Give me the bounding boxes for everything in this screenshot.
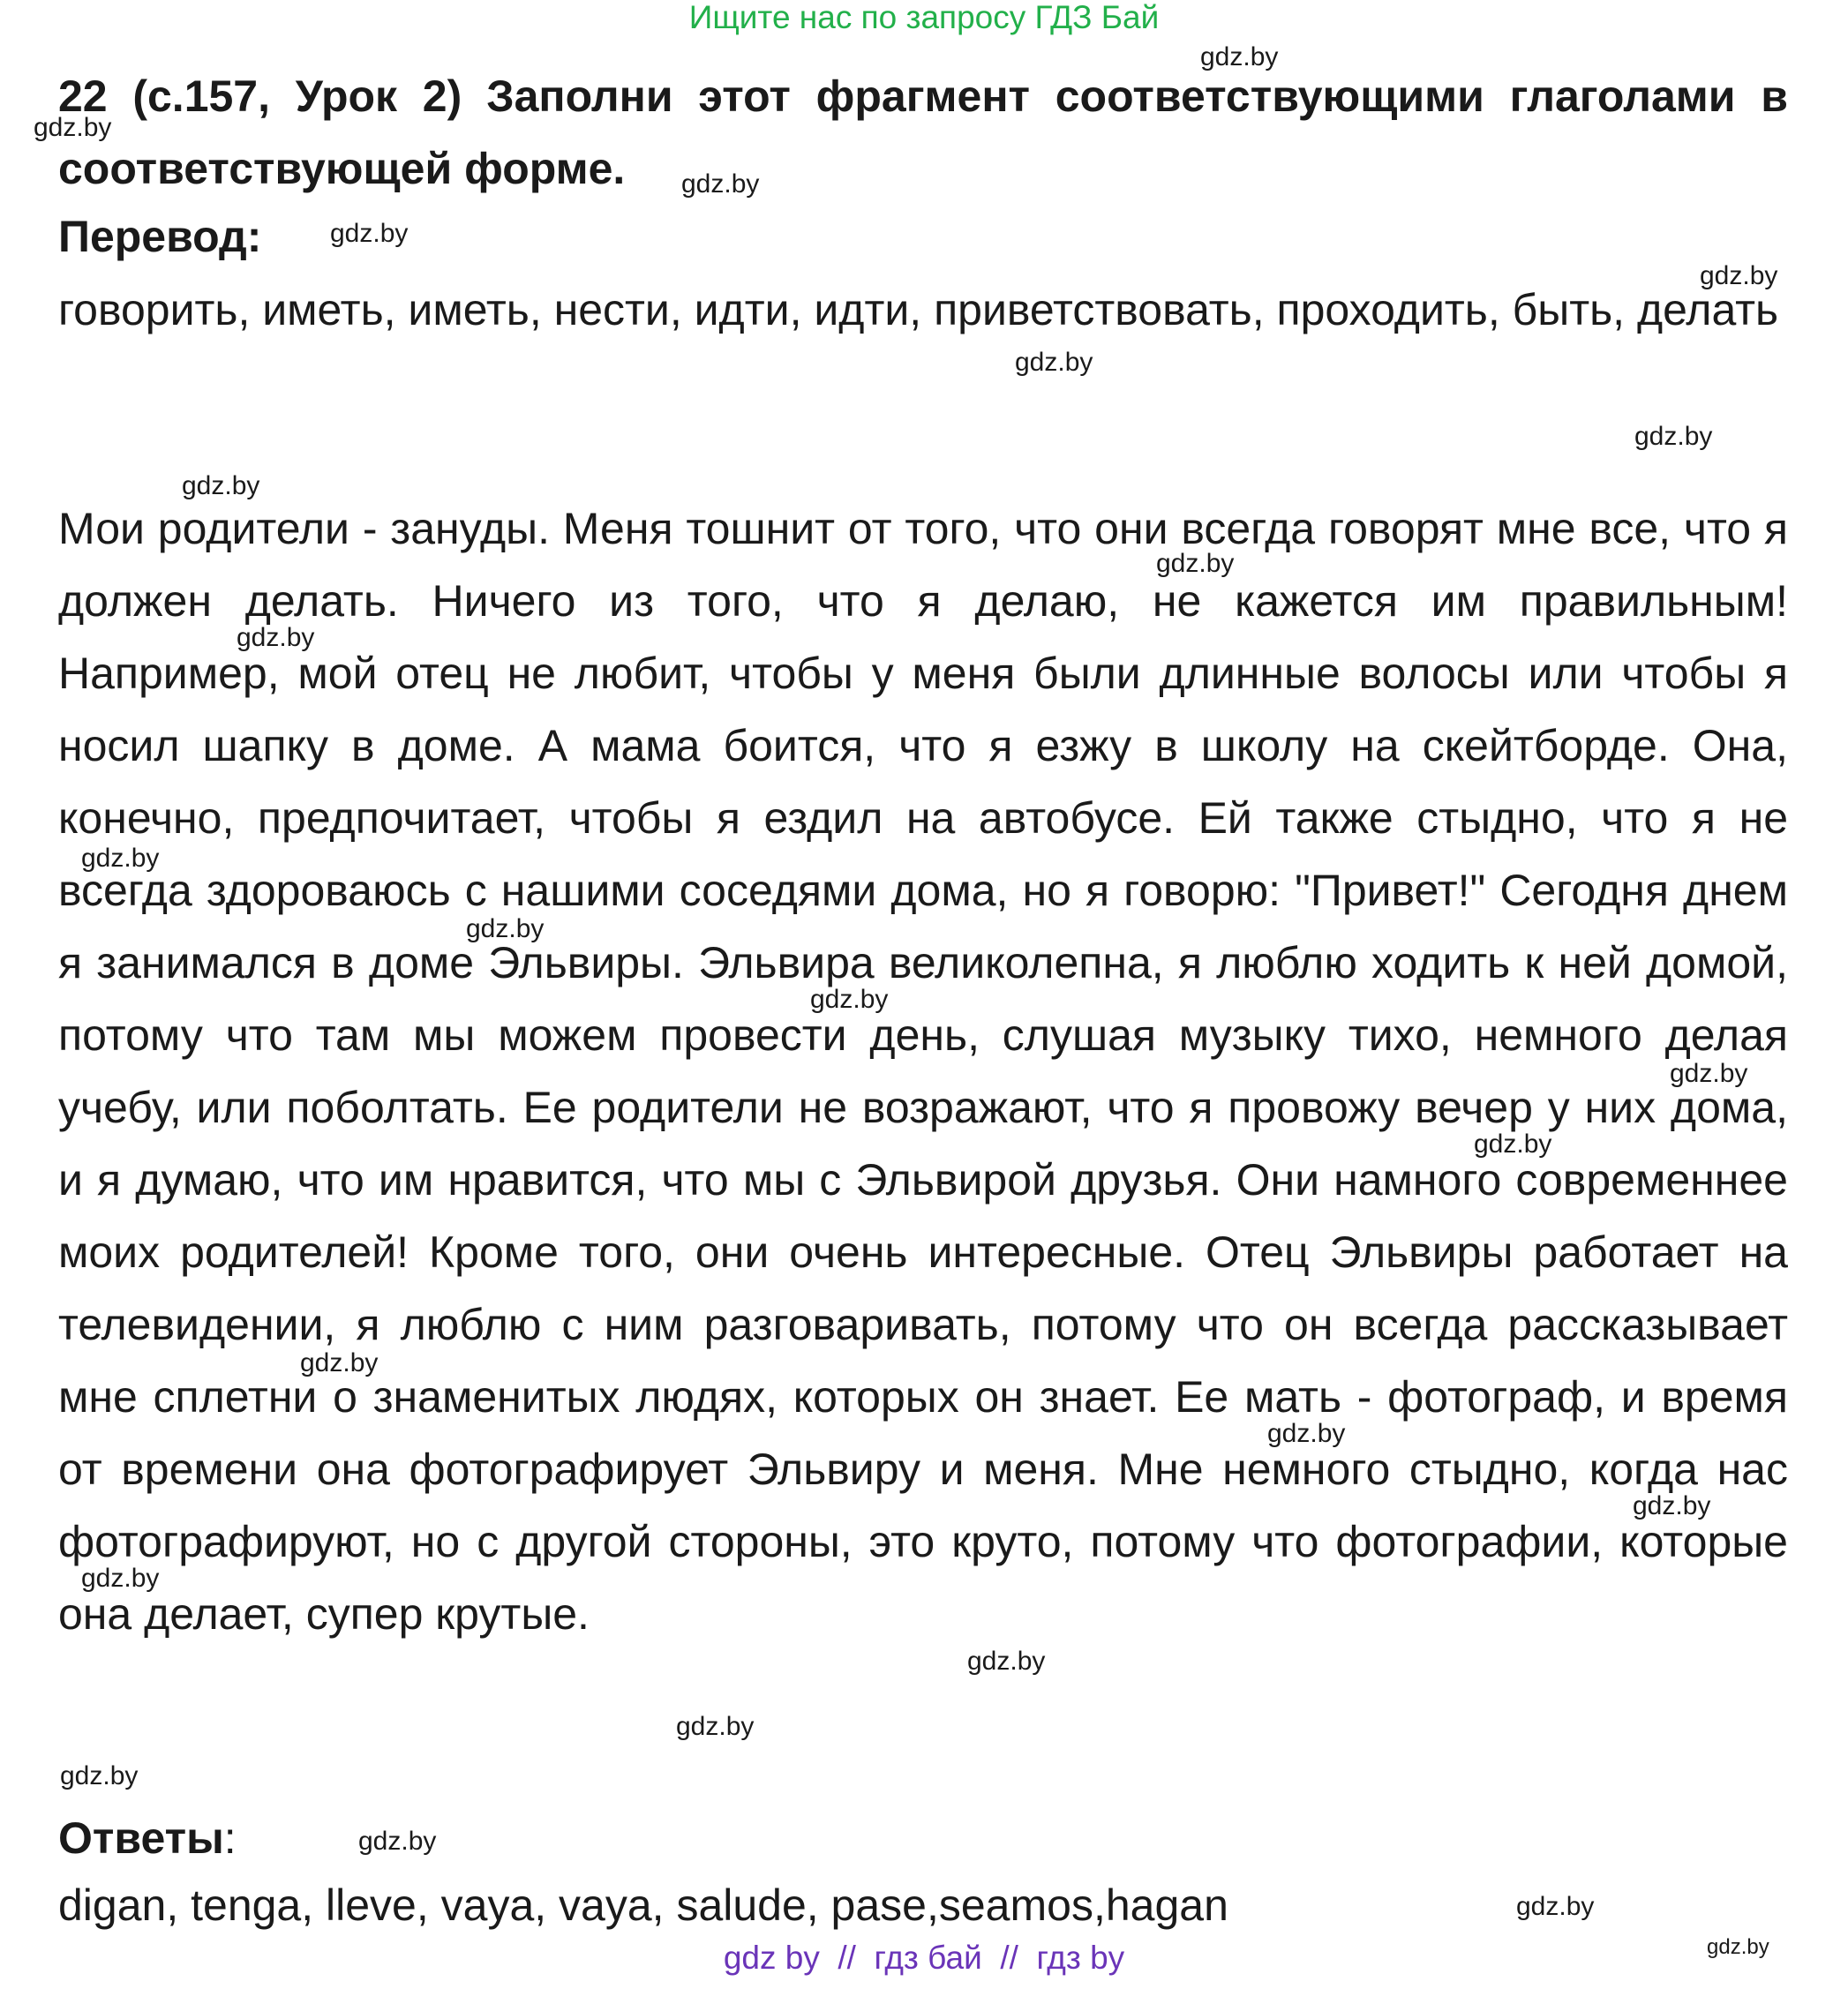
- answers-heading-label: Ответы: [58, 1813, 224, 1863]
- translation-verbs: говорить, иметь, иметь, нести, идти, идти, приветствовать, проходить, быть, делать: [58, 285, 1779, 334]
- footer-links: gdz by // гдз бай // гдз by: [723, 1940, 1125, 1976]
- watermark: gdz.by: [1634, 422, 1713, 451]
- answers-heading-colon: :: [223, 1813, 237, 1863]
- watermark: gdz.by: [1707, 1935, 1769, 1959]
- watermark: gdz.by: [34, 113, 112, 142]
- answers-text: digan, tenga, lleve, vaya, vaya, salude, pase,seamos,hagan: [58, 1880, 1228, 1930]
- watermark: gdz.by: [81, 1564, 160, 1593]
- story-text: Мои родители - зануды. Меня тошнит от того, что они всегда говорят мне все, что я должен делать. Ничего из того, что я делаю, не кажется им правильным! Например, мой отец не любит, чтобы у меня были длинные волосы или чтобы я носил шапку в доме. А мама боится, что я езжу в школу на скейтборде. Она, конечно, предпочитает, чтобы я ездил на автобусе. Ей также стыдно, что я не всегда здороваюсь с нашими соседями дома, но я говорю: "Привет!" Сегодня днем я занимался в доме Эльвиры. Эльвира великолепна, я люблю ходить к ней домой, потому что там мы можем провести день, слушая музыку тихо, немного делая учебу, или поболтать. Ее родители не возражают, что я провожу вечер у них дома, и я думаю, что им нравится, что мы с Эльвирой друзья. Они намного современнее моих родителей! Кроме того, они очень интересные. Отец Эльвиры работает на телевидении, я люблю с ним разговаривать, потому что он всегда рассказывает мне сплетни о знаменитых людях, которых он знает. Ее мать - фотограф, и время от времени она фотографирует Эльвиру и меня. Мне немного стыдно, когда нас фотографируют, но с другой стороны, это круто, потому что фотографии, которые она делает, супер крутые.: [58, 504, 1788, 1639]
- watermark: gdz.by: [676, 1712, 755, 1741]
- watermark: gdz.by: [1200, 42, 1279, 71]
- translation-heading: Перевод:: [58, 212, 262, 261]
- watermark: gdz.by: [300, 1348, 379, 1377]
- watermark: gdz.by: [237, 623, 315, 652]
- watermark: gdz.by: [330, 219, 409, 248]
- watermark: gdz.by: [1474, 1130, 1552, 1159]
- watermark: gdz.by: [810, 985, 889, 1014]
- search-banner: Ищите нас по запросу ГДЗ Бай: [688, 0, 1160, 35]
- watermark: gdz.by: [81, 844, 160, 873]
- task-instruction: Заполни этот фрагмент соответствующими глаголами в соответствующей форме.: [58, 71, 1788, 193]
- watermark: gdz.by: [1516, 1892, 1595, 1921]
- watermark: gdz.by: [358, 1827, 437, 1856]
- watermark: gdz.by: [681, 169, 760, 199]
- watermark: gdz.by: [1670, 1059, 1748, 1088]
- watermark: gdz.by: [1015, 348, 1093, 377]
- task-title: [58, 60, 1788, 205]
- watermark: gdz.by: [1633, 1491, 1711, 1520]
- watermark: gdz.by: [1156, 549, 1235, 578]
- answers-heading: [58, 1812, 237, 1865]
- watermark: gdz.by: [967, 1647, 1046, 1676]
- watermark: gdz.by: [466, 914, 545, 943]
- watermark: gdz.by: [1267, 1419, 1346, 1448]
- watermark: gdz.by: [182, 471, 260, 500]
- watermark: gdz.by: [60, 1761, 139, 1790]
- watermark: gdz.by: [1700, 261, 1778, 290]
- task-number: 22 (с.157, Урок 2): [58, 71, 462, 121]
